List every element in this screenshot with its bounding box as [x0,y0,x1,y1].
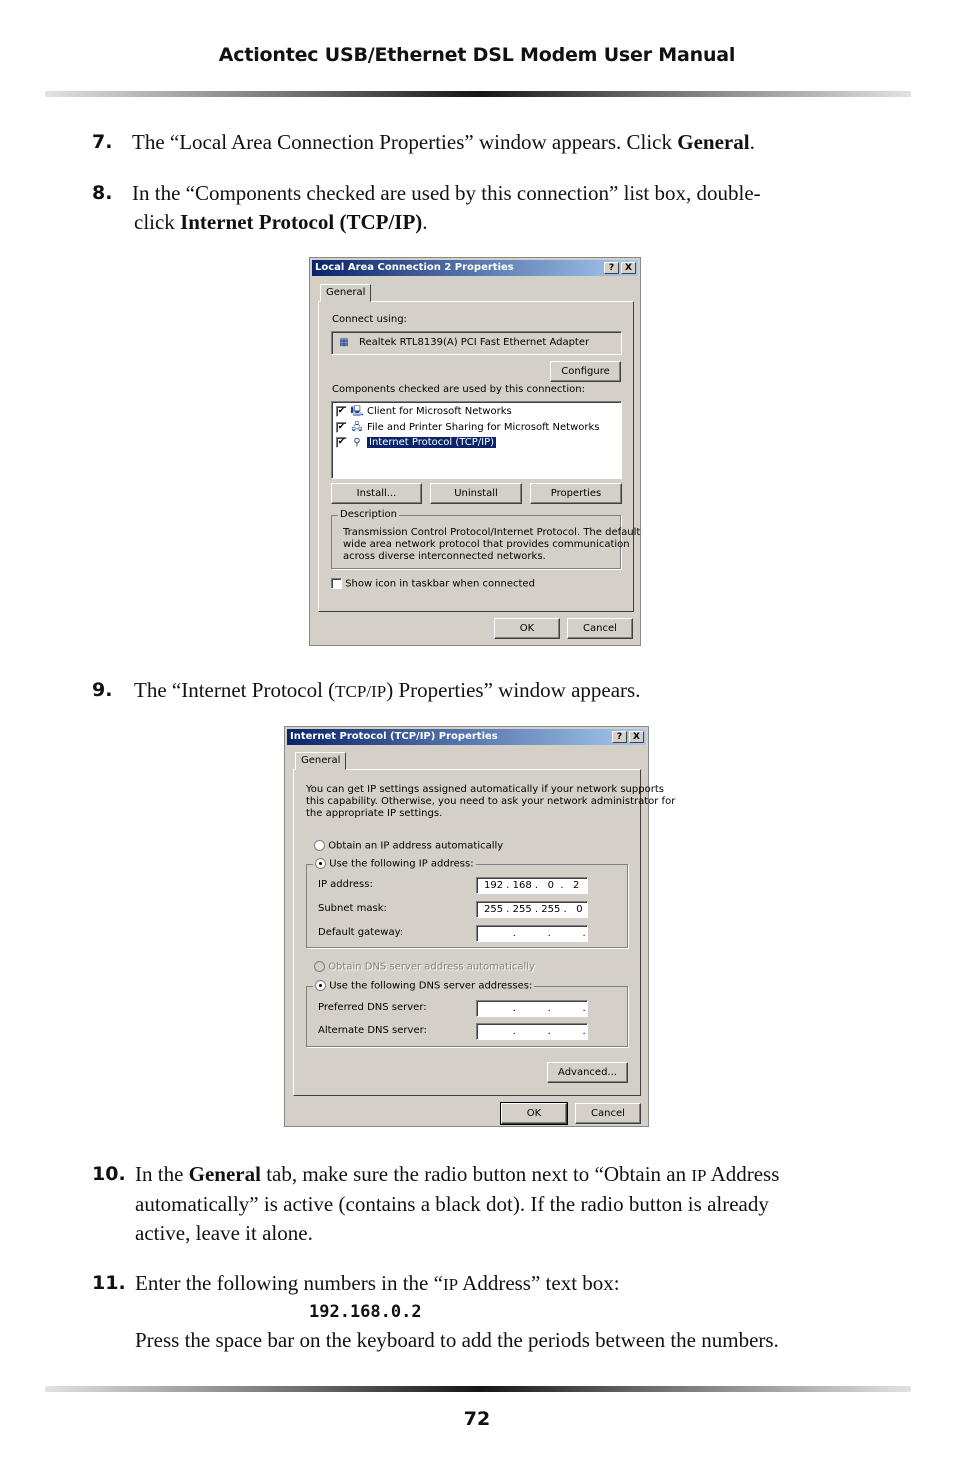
use-ip-label: Use the following IP address: [329,858,474,870]
checkbox[interactable]: ✔ [337,437,346,447]
show-icon-checkbox[interactable] [331,578,342,589]
alternate-dns-label: Alternate DNS server: [318,1025,427,1036]
description-title: Description [340,509,397,520]
step-11-note [92,1326,872,1355]
obtain-ip-label: Obtain an IP address automatically [328,840,504,852]
footer-rule [45,1386,911,1392]
step-text: The “Internet Protocol ( [134,678,336,702]
close-button[interactable]: X [629,731,644,743]
component-label: Client for Microsoft Networks [367,406,512,417]
default-gateway-label: Default gateway: [318,927,404,938]
use-dns-radio[interactable] [315,980,326,991]
step-10 [92,1160,872,1248]
step-bold: Internet Protocol (TCP/IP) [180,210,423,234]
list-item[interactable] [336,435,496,450]
step-text: . [422,210,428,234]
step-9 [92,676,872,706]
obtain-dns-radio[interactable] [314,961,325,972]
intro-line: the appropriate IP settings. [306,808,443,819]
step-bold: General [677,130,750,154]
cancel-button[interactable]: Cancel [575,1103,641,1124]
components-list[interactable] [331,401,622,479]
tab-general[interactable]: General [295,752,346,770]
step-text: The “Local Area Connection Properties” window appears. Click [132,130,678,154]
configure-button[interactable]: Configure [550,361,621,382]
lan-properties-dialog [309,257,641,646]
components-label: Components checked are used by this connection: [332,384,585,395]
header-title: Actiontec USB/Ethernet DSL Modem User Manual [218,44,736,66]
tcpip-properties-dialog [284,726,676,1127]
step-11 [92,1269,872,1299]
close-button[interactable]: X [621,262,636,274]
use-dns-option[interactable] [313,980,534,992]
step-number: 10. [92,1163,126,1185]
dialog-titlebar [287,729,646,745]
step-number: 7. [92,131,113,153]
dialog-title: Internet Protocol (TCP/IP) Properties [290,731,498,742]
preferred-dns-input[interactable]: . . . [476,1000,588,1017]
step-text: Address [706,1162,780,1186]
step-number: 8. [92,182,113,204]
show-icon-label: Show icon in taskbar when connected [345,578,535,590]
ip-address-label: IP address: [318,879,373,890]
step-8 [92,179,872,237]
step-7 [92,128,872,157]
step-text: automatically” is active (contains a black dot). If the radio button is already [135,1192,769,1216]
step-text: click [134,210,181,234]
step-small-caps: IP [442,1275,459,1294]
use-ip-radio[interactable] [315,858,326,869]
help-button[interactable]: ? [612,731,627,743]
list-item[interactable] [336,404,512,419]
static-ip-group [306,858,628,948]
component-label: Internet Protocol (TCP/IP) [369,437,495,448]
description-line: wide area network protocol that provides communication [343,539,630,550]
step-small-caps: IP [691,1166,707,1185]
step-small-caps: TCP/IP [335,682,387,701]
protocol-icon: ⚲ [353,436,361,448]
step-text: . [749,130,755,154]
list-item[interactable] [336,420,600,435]
checkbox[interactable]: ✔ [337,406,346,416]
help-button[interactable]: ? [604,262,619,274]
step-text: ) Properties” window appears. [386,678,641,702]
description-line: across diverse interconnected networks. [343,551,546,562]
subnet-mask-label: Subnet mask: [318,903,387,914]
ip-code: 192.168.0.2 [309,1302,422,1322]
client-icon: 🖳 [350,405,364,417]
step-text: Press the space bar on the keyboard to add the periods between the numbers. [135,1328,779,1352]
obtain-dns-label: Obtain DNS server address automatically [328,961,535,973]
subnet-mask-input[interactable]: 255 . 255 . 255 . 0 [476,901,588,918]
properties-button[interactable]: Properties [530,483,622,504]
tab-general[interactable]: General [320,284,371,302]
share-icon: 🖧 [351,421,363,433]
preferred-dns-label: Preferred DNS server: [318,1002,427,1013]
default-gateway-input[interactable]: . . . [476,925,588,942]
step-text: active, leave it alone. [135,1221,313,1245]
intro-line: You can get IP settings assigned automatically if your network supports [306,784,664,795]
alternate-dns-input[interactable]: . . . [476,1023,588,1040]
dialog-titlebar [312,260,638,276]
page-number: 72 [463,1408,491,1430]
obtain-ip-radio[interactable] [314,840,325,851]
header-rule [45,91,911,97]
intro-line: this capability. Otherwise, you need to ask your network administrator for [306,796,676,807]
step-bold: General [188,1162,261,1186]
step-text: Address” text box: [458,1271,620,1295]
dialog-title: Local Area Connection 2 Properties [315,262,514,273]
step-text: In the [135,1162,189,1186]
step-text: Enter the following numbers in the “ [135,1271,443,1295]
step-text: In the “Components checked are used by this connection” list box, double- [132,181,761,205]
uninstall-button[interactable]: Uninstall [430,483,522,504]
obtain-dns-option[interactable] [314,961,535,973]
description-line: Transmission Control Protocol/Internet Protocol. The default [343,527,641,538]
step-number: 11. [92,1272,126,1294]
obtain-ip-option[interactable] [314,840,503,852]
advanced-button[interactable]: Advanced... [547,1062,628,1083]
network-adapter-icon: ▦ [339,337,349,348]
ok-button[interactable]: OK [494,618,560,639]
step-text: tab, make sure the radio button next to “Obtain an [260,1162,692,1186]
checkbox[interactable]: ✔ [337,422,346,432]
description-group [331,509,641,569]
use-ip-option[interactable] [313,858,476,870]
connect-using-label: Connect using: [332,314,407,325]
adapter-field [331,331,622,355]
install-button[interactable]: Install... [331,483,422,504]
adapter-name: Realtek RTL8139(A) PCI Fast Ethernet Adapter [359,337,590,348]
component-label: File and Printer Sharing for Microsoft Networks [367,422,600,433]
show-icon-option[interactable] [331,578,535,590]
ip-address-input[interactable]: 192 . 168 . 0 . 2 [476,877,588,894]
step-number: 9. [92,679,113,701]
ok-button[interactable]: OK [501,1103,567,1124]
use-dns-label: Use the following DNS server addresses: [329,980,533,992]
dns-group [306,980,628,1047]
cancel-button[interactable]: Cancel [567,618,633,639]
